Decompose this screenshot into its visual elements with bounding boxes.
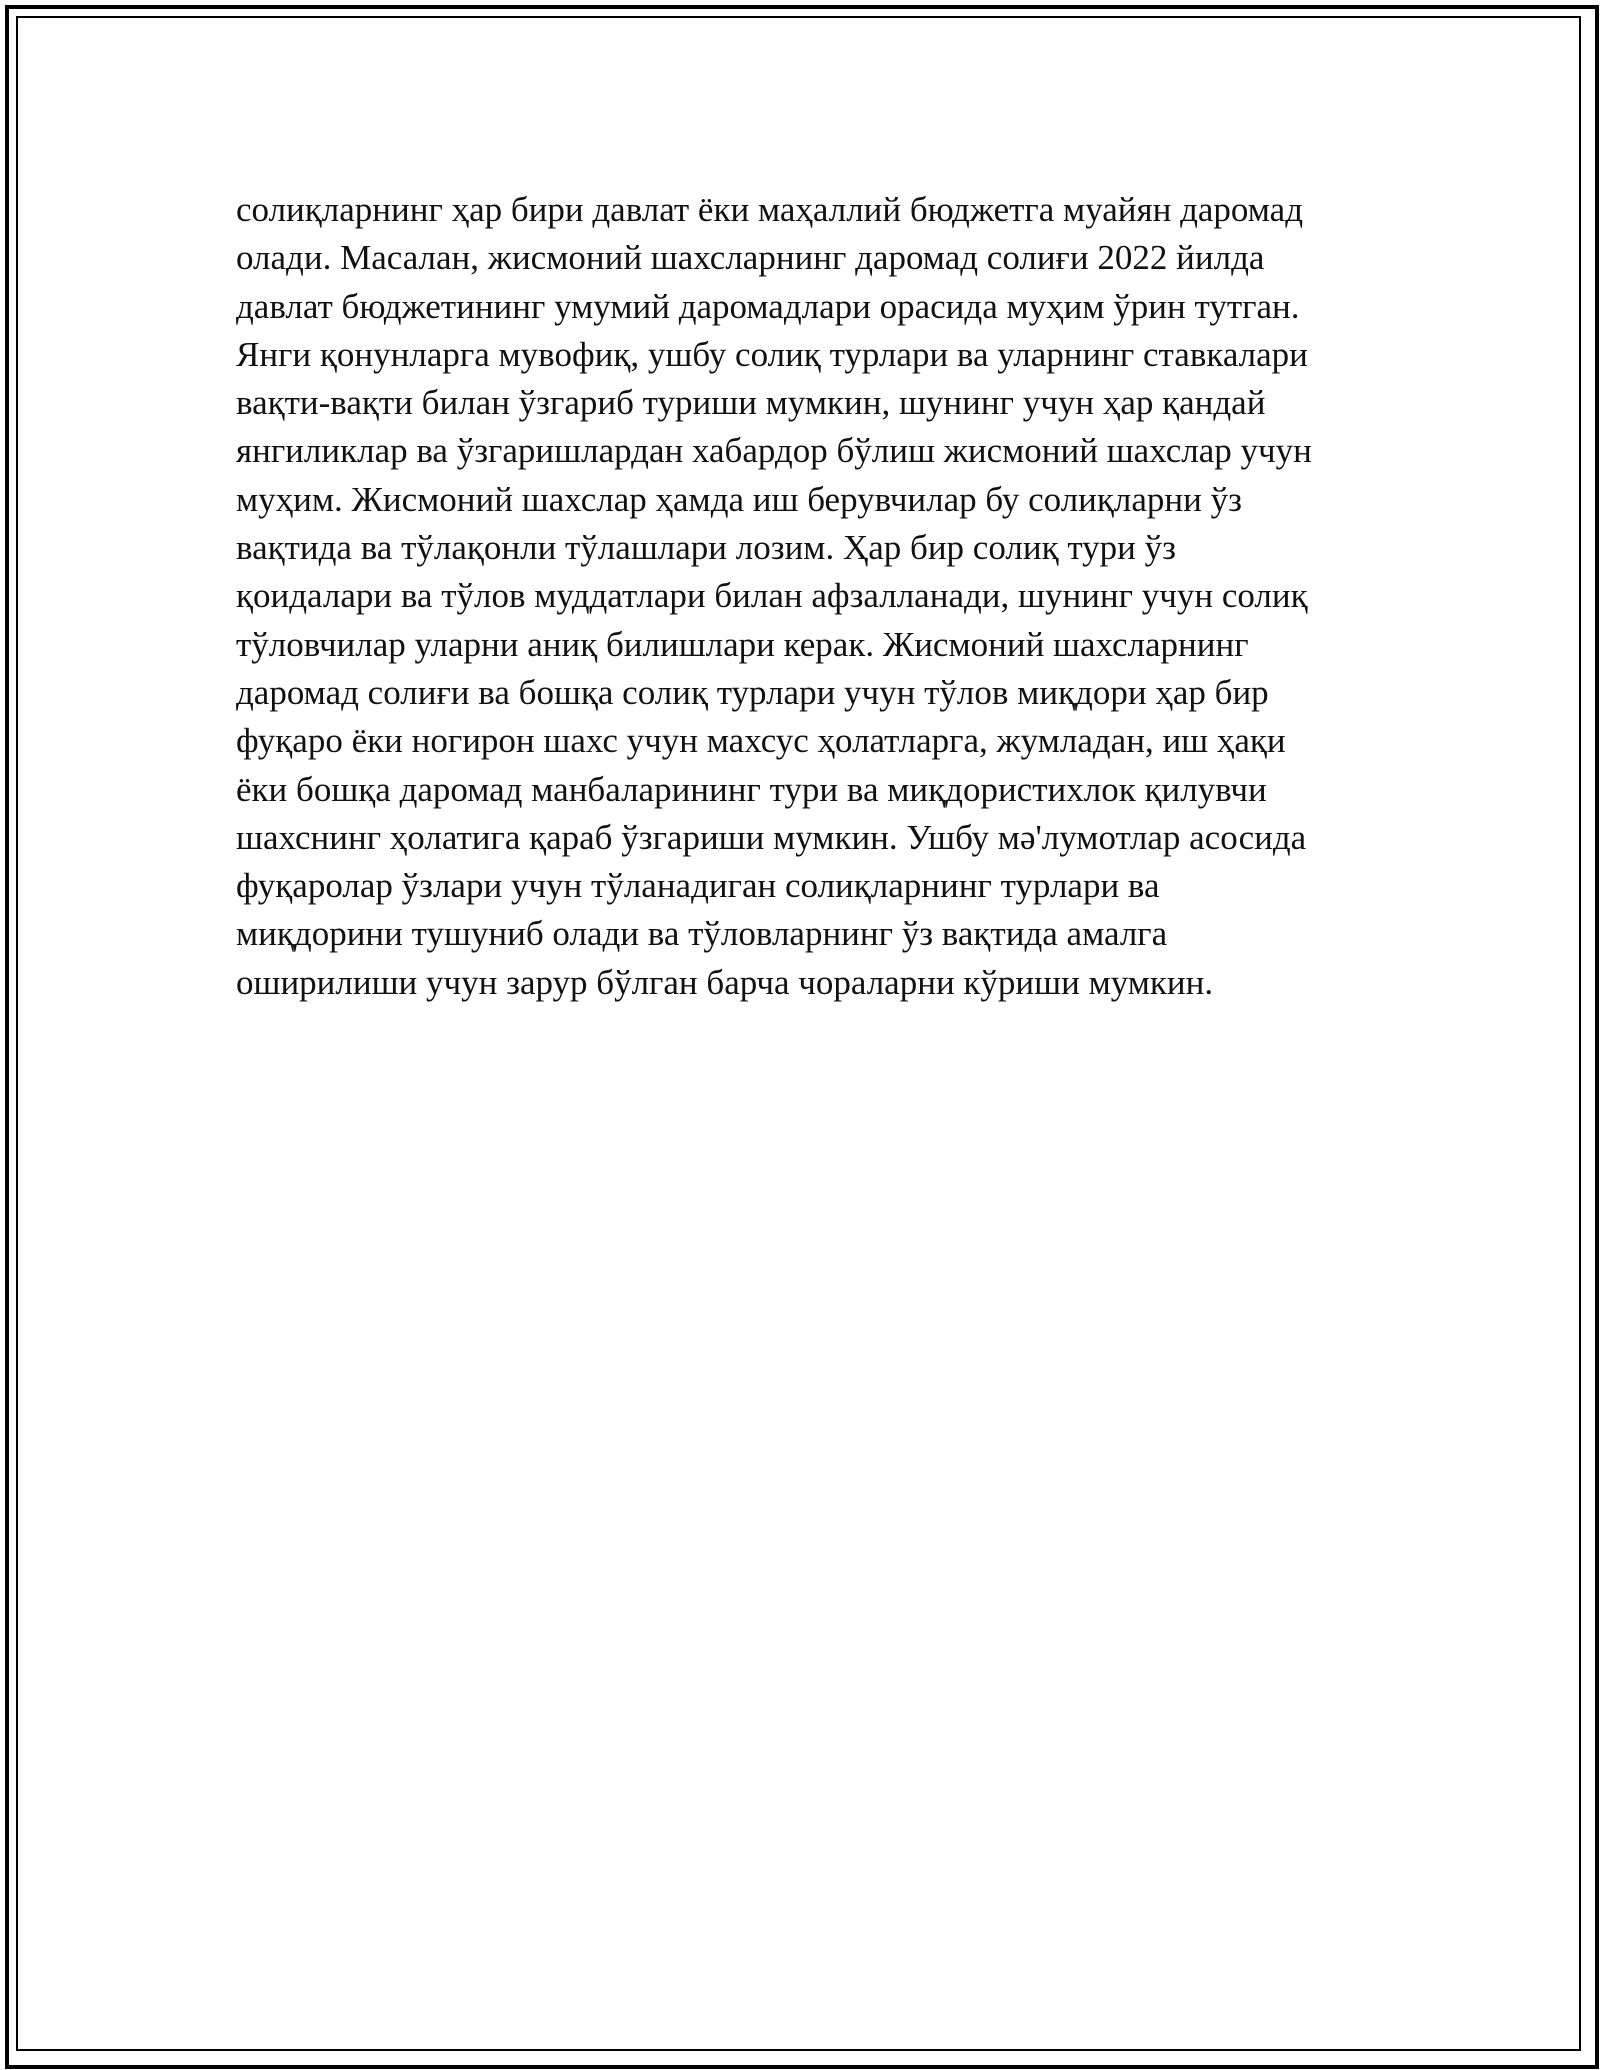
text-line: янгиликлар ва ўзгаришлардан хабардор бўлиш жисмоний шахслар учун bbox=[236, 431, 1312, 471]
text-line: олади. Масалан, жисмоний шахсларнинг даромад солиғи 2022 йилда bbox=[236, 238, 1265, 278]
text-line: вақти-вақти билан ўзгариб туриши мумкин, шунинг учун ҳар қандай bbox=[236, 383, 1266, 423]
text-line: муҳим. Жисмоний шахслар ҳамда иш берувчилар бу солиқларни ўз bbox=[236, 479, 1242, 519]
text-line: Янги қонунларга мувофиқ, ушбу солиқ турлари ва уларнинг ставкалари bbox=[236, 334, 1308, 374]
text-line: даромад солиғи ва бошқа солиқ турлари учун тўлов миқдори ҳар бир bbox=[236, 672, 1269, 712]
text-line: тўловчилар уларни аниқ билишлари керак. Жисмоний шахсларнинг bbox=[236, 624, 1249, 664]
text-line: ёки бошқа даромад манбаларининг тури ва миқдористихлок қилувчи bbox=[236, 769, 1267, 809]
text-line: вақтида ва тўлақонли тўлашлари лозим. Ҳар бир солиқ тури ўз bbox=[236, 528, 1176, 568]
text-line: давлат бюджетининг умумий даромадлари орасида муҳим ўрин тутган. bbox=[236, 286, 1300, 326]
text-line: шахснинг ҳолатига қараб ўзгариши мумкин. Ушбу мә'лумотлар асосида bbox=[236, 817, 1307, 857]
text-line: солиқларнинг ҳар бири давлат ёки маҳаллий бюджетга муайян даромад bbox=[236, 190, 1304, 229]
text-line: фуқаро ёки ногирон шахс учун махсус ҳолатларга, жумладан, иш ҳақи bbox=[236, 721, 1286, 761]
text-line: қоидалари ва тўлов муддатлари билан афзалланади, шунинг учун солиқ bbox=[236, 576, 1308, 616]
text-line: оширилиши учун зарур бўлган барча чораларни кўриши мумкин. bbox=[236, 962, 1214, 1002]
body-paragraph bbox=[236, 186, 1386, 1007]
text-line: фуқаролар ўзлари учун тўланадиган солиқларнинг турлари ва bbox=[236, 866, 1160, 906]
text-line: миқдорини тушуниб олади ва тўловларнинг ўз вақтида амалга bbox=[236, 914, 1168, 954]
